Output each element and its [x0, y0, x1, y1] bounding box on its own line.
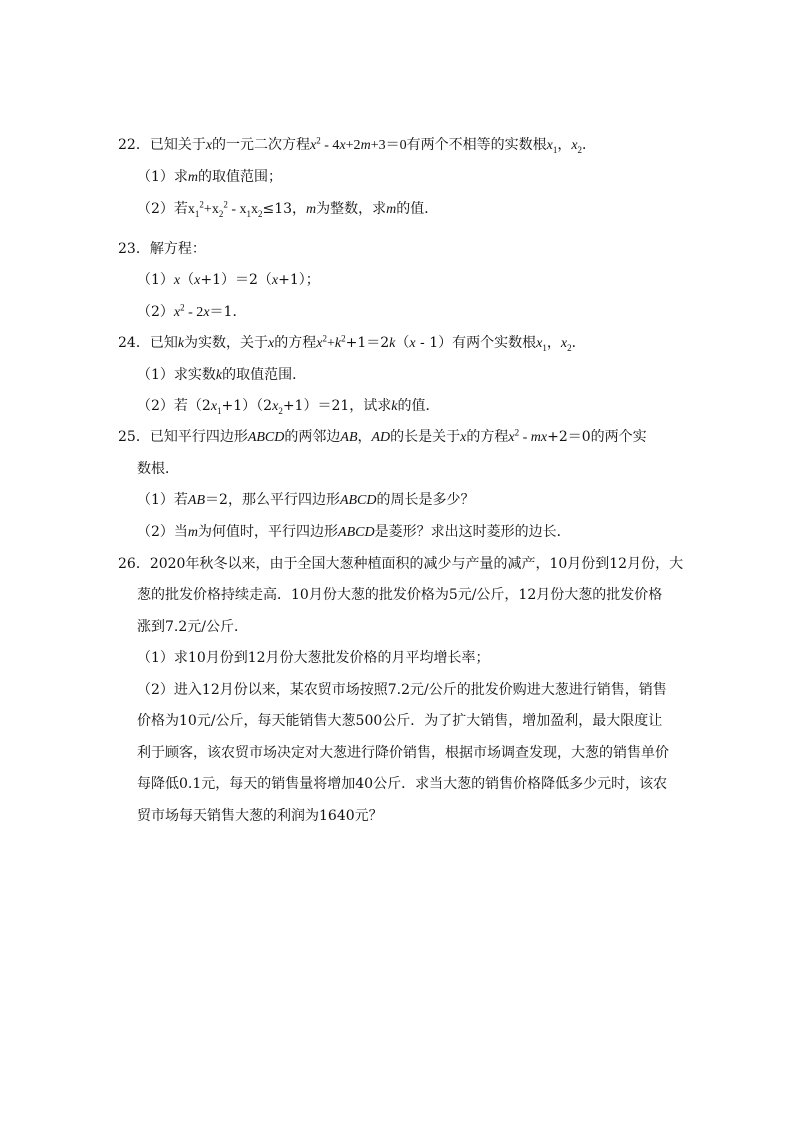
- problem-number: 23．: [118, 241, 150, 257]
- text-fragment: （2）若: [137, 201, 188, 217]
- text-fragment: k: [391, 399, 398, 414]
- text-fragment: 的两邻边: [284, 429, 341, 445]
- problem-24-part-1: [137, 365, 306, 386]
- text-fragment: x: [536, 336, 543, 351]
- problem-26-part-2-line-5: [137, 806, 383, 826]
- text-fragment: x: [546, 138, 553, 153]
- text-fragment: 2: [316, 135, 321, 146]
- text-fragment: +1）（2: [221, 398, 273, 414]
- text-fragment: x: [268, 336, 275, 351]
- text-fragment: ABCD: [339, 493, 377, 508]
- text-fragment: 1: [246, 208, 251, 219]
- problem-25-stem: [118, 427, 647, 448]
- text-fragment: 的取值范围；: [198, 169, 283, 185]
- text-fragment: ．: [571, 335, 586, 351]
- problem-23-part-2: [137, 302, 246, 323]
- text-fragment: +1＝2: [345, 335, 390, 351]
- text-fragment: AB: [187, 493, 206, 508]
- text-fragment: 2020年秋冬以来，由于全国大葱种植面积的减少与产量的减产，10月份到12月份，大: [149, 556, 684, 572]
- text-fragment: x: [460, 430, 467, 445]
- text-fragment: （2）进入12月份以来，某农贸市场按照7.2元/公斤的批发价购进大葱进行销售，销售: [137, 682, 667, 698]
- text-fragment: ＝1．: [209, 304, 247, 320]
- text-fragment: 解方程：: [149, 241, 206, 257]
- text-fragment: k: [177, 336, 185, 351]
- text-fragment: 1: [552, 144, 558, 155]
- text-fragment: -: [519, 430, 531, 445]
- text-fragment: +2＝0的两个实: [547, 429, 647, 445]
- text-fragment: （2）当: [137, 524, 188, 540]
- text-fragment: +3＝0: [370, 138, 407, 153]
- text-fragment: x: [173, 273, 181, 288]
- text-fragment: ，: [557, 137, 572, 153]
- text-fragment: x: [210, 399, 218, 414]
- text-fragment: 的周长是多少？: [376, 492, 475, 508]
- text-fragment: （1）: [137, 272, 174, 288]
- problem-24-part-2: [137, 396, 439, 417]
- text-fragment: +: [326, 336, 335, 351]
- text-fragment: 1: [194, 208, 200, 219]
- text-fragment: ≤13，: [262, 201, 307, 217]
- problem-24-stem: [118, 333, 586, 354]
- text-fragment: 已知平行四边形: [149, 429, 248, 445]
- text-fragment: 数根．: [137, 461, 179, 477]
- text-fragment: mx: [530, 430, 548, 445]
- text-fragment: x: [271, 273, 279, 288]
- text-fragment: x: [508, 430, 515, 445]
- problem-22-stem: [118, 135, 596, 156]
- problem-26-line-1: [118, 554, 683, 574]
- problem-number: 26．: [118, 556, 150, 572]
- problem-25-stem-cont: [137, 459, 179, 479]
- text-fragment: 为整数，求: [316, 201, 387, 217]
- text-fragment: - 2: [184, 305, 204, 320]
- problem-number: 22．: [118, 137, 150, 153]
- text-fragment: x: [194, 273, 201, 288]
- text-fragment: AD: [371, 430, 391, 445]
- text-fragment: m: [360, 138, 371, 153]
- problem-26-part-1: [137, 648, 490, 668]
- text-fragment: 的方程: [274, 335, 317, 351]
- text-fragment: （: [180, 272, 195, 288]
- text-fragment: x: [272, 399, 279, 414]
- text-fragment: 涨到7.2元/公斤．: [137, 619, 248, 635]
- text-fragment: 2: [322, 333, 327, 344]
- text-fragment: m: [386, 202, 397, 217]
- text-fragment: m: [187, 525, 199, 540]
- text-fragment: m: [306, 202, 317, 217]
- problem-22-part-2: [137, 199, 438, 220]
- text-fragment: 为何值时，平行四边形: [198, 524, 339, 540]
- text-fragment: （1）求10月份到12月份大葱批发价格的月平均增长率；: [137, 650, 490, 666]
- problem-26-line-3: [137, 617, 248, 637]
- text-fragment: ＝2，那么平行四边形: [205, 492, 340, 508]
- problem-26-part-2-line-2: [137, 711, 662, 731]
- text-fragment: x: [409, 336, 416, 351]
- problem-26-part-2-line-4: [137, 774, 667, 794]
- text-fragment: 是菱形？求出这时菱形的边长．: [374, 524, 571, 540]
- text-fragment: 每降低0.1元，每天的销售量将增加40公斤．求当大葱的销售价格降低多少元时，该农: [137, 776, 668, 792]
- text-fragment: ABCD: [247, 430, 285, 445]
- text-fragment: 价格为10元/公斤，每天能销售大葱500公斤．为了扩大销售，增加盈利，最大限度让: [137, 713, 663, 729]
- text-fragment: 的长是关于: [390, 429, 461, 445]
- text-fragment: 2: [199, 199, 204, 210]
- text-fragment: 已知关于: [149, 137, 206, 153]
- text-fragment: 1: [542, 342, 547, 353]
- problem-number: 24．: [118, 335, 150, 351]
- text-fragment: x: [560, 336, 568, 351]
- text-fragment: （1）求: [137, 169, 188, 185]
- problem-26-line-2: [137, 585, 662, 605]
- text-fragment: 2: [567, 342, 572, 353]
- problem-25-part-1: [137, 490, 475, 511]
- text-fragment: x: [205, 138, 213, 153]
- text-fragment: 为实数，关于: [184, 335, 269, 351]
- text-fragment: ．: [582, 137, 597, 153]
- problem-25-part-2: [137, 522, 571, 543]
- text-fragment: x: [173, 305, 181, 320]
- text-fragment: - x: [227, 202, 247, 217]
- text-fragment: 2: [278, 405, 283, 416]
- text-fragment: 的值．: [396, 201, 439, 217]
- text-fragment: ，: [357, 429, 372, 445]
- text-fragment: 有两个不相等的实数根: [406, 137, 547, 153]
- text-fragment: 的方程: [466, 429, 509, 445]
- text-fragment: 1: [217, 405, 222, 416]
- text-fragment: k: [334, 336, 342, 351]
- text-fragment: （1）求实数: [137, 367, 216, 383]
- text-fragment: ABCD: [338, 525, 375, 540]
- text-fragment: 的值．: [397, 398, 440, 414]
- text-fragment: AB: [340, 430, 358, 445]
- text-fragment: 2: [577, 144, 583, 155]
- text-fragment: x: [187, 202, 195, 217]
- text-fragment: - 1）有两个实数根: [415, 335, 537, 351]
- problem-number: 25．: [118, 429, 150, 445]
- text-fragment: x: [316, 336, 323, 351]
- text-fragment: x: [571, 138, 578, 153]
- text-fragment: 已知: [149, 335, 178, 351]
- text-fragment: x: [339, 138, 346, 153]
- text-fragment: （: [395, 335, 410, 351]
- text-fragment: 2: [341, 333, 346, 344]
- text-fragment: +2: [345, 138, 361, 153]
- text-fragment: x: [310, 138, 317, 153]
- text-fragment: 贸市场每天销售大葱的利润为1640元？: [137, 808, 383, 824]
- problem-23-part-1: [137, 270, 320, 291]
- text-fragment: m: [187, 170, 199, 185]
- problem-26-part-2-line-1: [137, 680, 667, 700]
- text-fragment: 的取值范围．: [222, 367, 307, 383]
- text-fragment: 的一元二次方程: [212, 137, 311, 153]
- problem-26-part-2-line-3: [137, 743, 669, 763]
- text-fragment: k: [215, 368, 223, 383]
- text-fragment: 2: [514, 427, 520, 438]
- text-fragment: 2: [223, 199, 228, 210]
- text-fragment: 葱的批发价格持续走高．10月份大葱的批发价格为5元/公斤，12月份大葱的批发价格: [137, 587, 663, 603]
- text-fragment: （2）: [137, 304, 174, 320]
- text-fragment: +1）＝2（: [200, 272, 272, 288]
- text-fragment: ，: [546, 335, 561, 351]
- text-fragment: 利于顾客，该农贸市场决定对大葱进行降价销售，根据市场调查发现，大葱的销售单价: [137, 745, 669, 761]
- text-fragment: +x: [203, 202, 219, 217]
- text-fragment: （2）若（2: [137, 398, 211, 414]
- text-fragment: +1）；: [278, 272, 320, 288]
- text-fragment: - 4: [320, 138, 340, 153]
- text-fragment: x: [251, 202, 258, 217]
- text-fragment: 2: [180, 302, 185, 313]
- problem-23-stem: [118, 239, 206, 259]
- text-fragment: 2: [218, 208, 224, 219]
- text-fragment: k: [389, 336, 396, 351]
- text-fragment: （1）若: [137, 492, 188, 508]
- text-fragment: +1）＝21，试求: [282, 398, 392, 414]
- problem-22-part-1: [137, 167, 282, 188]
- text-fragment: 2: [258, 208, 263, 219]
- text-fragment: x: [203, 305, 210, 320]
